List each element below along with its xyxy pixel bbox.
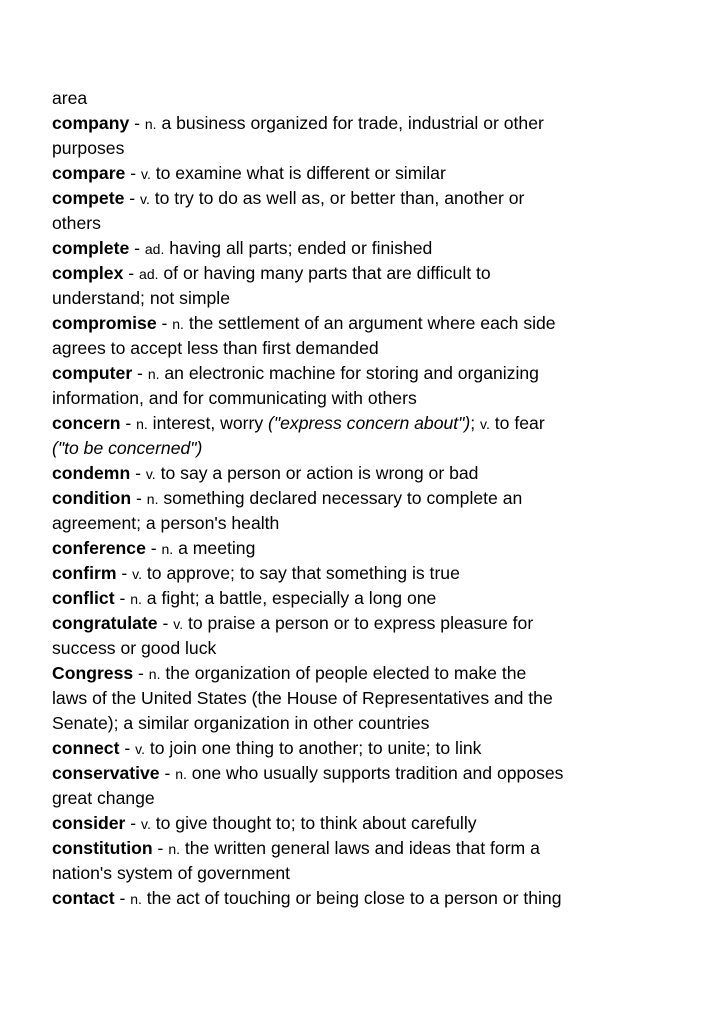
definition-text: to give thought to; to think about carefully — [150, 813, 477, 833]
part-of-speech: ad. — [139, 266, 159, 282]
definition-text: - — [114, 888, 131, 908]
glossary-term: conservative — [52, 763, 160, 783]
definition-text: to praise a person or to express pleasure for — [183, 613, 534, 633]
definition-text: having all parts; ended or finished — [164, 238, 433, 258]
glossary-term: complex — [52, 263, 124, 283]
glossary-page — [52, 86, 712, 911]
text-line — [52, 786, 712, 811]
usage-example: ("to be concerned") — [52, 438, 203, 458]
glossary-term: condemn — [52, 463, 131, 483]
part-of-speech: ad. — [144, 241, 165, 257]
glossary-term: computer — [52, 363, 133, 383]
text-line — [52, 136, 712, 161]
definition-text: a fight; a battle, especially a long one — [141, 588, 437, 608]
glossary-term: conference — [52, 538, 146, 558]
definition-text: - — [145, 538, 162, 558]
definition-text: the organization of people elected to make the — [160, 663, 527, 683]
part-of-speech: v. — [145, 466, 156, 482]
glossary-term: congratulate — [52, 613, 158, 633]
part-of-speech: v. — [140, 166, 151, 182]
glossary-term: complete — [52, 238, 130, 258]
glossary-term: contact — [52, 888, 115, 908]
definition-text: a meeting — [173, 538, 256, 558]
definition-text: - — [129, 113, 145, 133]
text-line — [52, 861, 712, 886]
part-of-speech: n. — [172, 316, 184, 332]
text-line — [52, 536, 712, 561]
definition-text: - — [124, 188, 140, 208]
definition-text: something declared necessary to complete an — [158, 488, 523, 508]
text-line — [52, 411, 712, 436]
definition-text: - — [156, 313, 173, 333]
definition-text: agrees to accept less than first demanded — [52, 338, 379, 358]
definition-text: others — [52, 213, 101, 233]
part-of-speech: n. — [144, 116, 157, 132]
text-line — [52, 386, 712, 411]
definition-text: an electronic machine for storing and organizing — [159, 363, 539, 383]
glossary-term: consider — [52, 813, 126, 833]
definition-text: - — [116, 563, 133, 583]
definition-text: - — [120, 413, 137, 433]
definition-text: the act of touching or being close to a person or thing — [141, 888, 562, 908]
usage-example: ("express concern about") — [268, 413, 471, 433]
glossary-term: compare — [52, 163, 126, 183]
text-line — [52, 611, 712, 636]
glossary-term: constitution — [52, 838, 153, 858]
definition-text: - — [131, 488, 147, 508]
definition-text: understand; not simple — [52, 288, 230, 308]
text-line — [52, 736, 712, 761]
definition-text: - — [159, 763, 176, 783]
definition-text: one who usually supports tradition and opposes — [186, 763, 564, 783]
text-line — [52, 561, 712, 586]
definition-text: to try to do as well as, or better than, another or — [149, 188, 525, 208]
part-of-speech: n. — [146, 491, 159, 507]
text-line — [52, 711, 712, 736]
text-line — [52, 586, 712, 611]
definition-text: - — [123, 263, 140, 283]
definition-text: purposes — [52, 138, 125, 158]
definition-text: - — [157, 613, 174, 633]
definition-text: the written general laws and ideas that form a — [180, 838, 540, 858]
text-line — [52, 636, 712, 661]
definition-text: - — [125, 813, 141, 833]
text-line — [52, 461, 712, 486]
text-line — [52, 761, 712, 786]
text-line — [52, 261, 712, 286]
text-line — [52, 111, 712, 136]
text-line — [52, 86, 712, 111]
definition-text: nation's system of government — [52, 863, 291, 883]
definition-text: of or having many parts that are difficult to — [158, 263, 491, 283]
definition-text: a business organized for trade, industrial or other — [156, 113, 544, 133]
glossary-term: Congress — [52, 663, 134, 683]
definition-text: - — [133, 663, 149, 683]
definition-text: success or good luck — [52, 638, 217, 658]
text-line — [52, 486, 712, 511]
text-line — [52, 811, 712, 836]
definition-text: the settlement of an argument where each side — [183, 313, 556, 333]
glossary-term: condition — [52, 488, 132, 508]
text-line — [52, 661, 712, 686]
part-of-speech: v. — [480, 416, 490, 432]
definition-text: - — [130, 463, 146, 483]
text-line — [52, 286, 712, 311]
definition-text: laws of the United States (the House of Representatives and the — [52, 688, 553, 708]
definition-text: - — [125, 163, 141, 183]
definition-text: area — [52, 88, 88, 108]
part-of-speech: n. — [175, 766, 187, 782]
text-line — [52, 511, 712, 536]
definition-text: information, and for communicating with others — [52, 388, 417, 408]
text-line — [52, 686, 712, 711]
definition-text: to fear — [489, 413, 545, 433]
definition-text: - — [132, 363, 148, 383]
definition-text: agreement; a person's health — [52, 513, 280, 533]
part-of-speech: n. — [147, 366, 160, 382]
definition-text: great change — [52, 788, 155, 808]
glossary-term: concern — [52, 413, 121, 433]
text-line — [52, 311, 712, 336]
definition-text: to approve; to say that something is true — [142, 563, 460, 583]
part-of-speech: v. — [135, 741, 145, 757]
glossary-term: compete — [52, 188, 125, 208]
definition-text: ; — [470, 413, 481, 433]
glossary-term: connect — [52, 738, 120, 758]
definition-text: interest, worry — [147, 413, 269, 433]
text-line — [52, 436, 712, 461]
definition-text: to join one thing to another; to unite; to link — [144, 738, 482, 758]
part-of-speech: v. — [173, 616, 184, 632]
part-of-speech: n. — [148, 666, 161, 682]
text-line — [52, 361, 712, 386]
text-line — [52, 336, 712, 361]
definition-text: to examine what is different or similar — [150, 163, 446, 183]
text-line — [52, 236, 712, 261]
part-of-speech: n. — [136, 416, 148, 432]
part-of-speech: n. — [130, 891, 142, 907]
part-of-speech: v. — [140, 816, 151, 832]
text-line — [52, 886, 712, 911]
definition-text: - — [152, 838, 169, 858]
glossary-term: company — [52, 113, 130, 133]
part-of-speech: n. — [168, 841, 180, 857]
definition-text: Senate); a similar organization in other countries — [52, 713, 430, 733]
glossary-term: compromise — [52, 313, 157, 333]
definition-text: to say a person or action is wrong or bad — [155, 463, 479, 483]
part-of-speech: n. — [130, 591, 142, 607]
definition-text: - — [119, 738, 136, 758]
text-line — [52, 186, 712, 211]
part-of-speech: v. — [140, 191, 150, 207]
glossary-term: conflict — [52, 588, 115, 608]
glossary-term: confirm — [52, 563, 117, 583]
part-of-speech: v. — [132, 566, 143, 582]
text-line — [52, 836, 712, 861]
part-of-speech: n. — [161, 541, 174, 557]
definition-text: - — [114, 588, 131, 608]
text-line — [52, 211, 712, 236]
definition-text: - — [129, 238, 145, 258]
text-line — [52, 161, 712, 186]
